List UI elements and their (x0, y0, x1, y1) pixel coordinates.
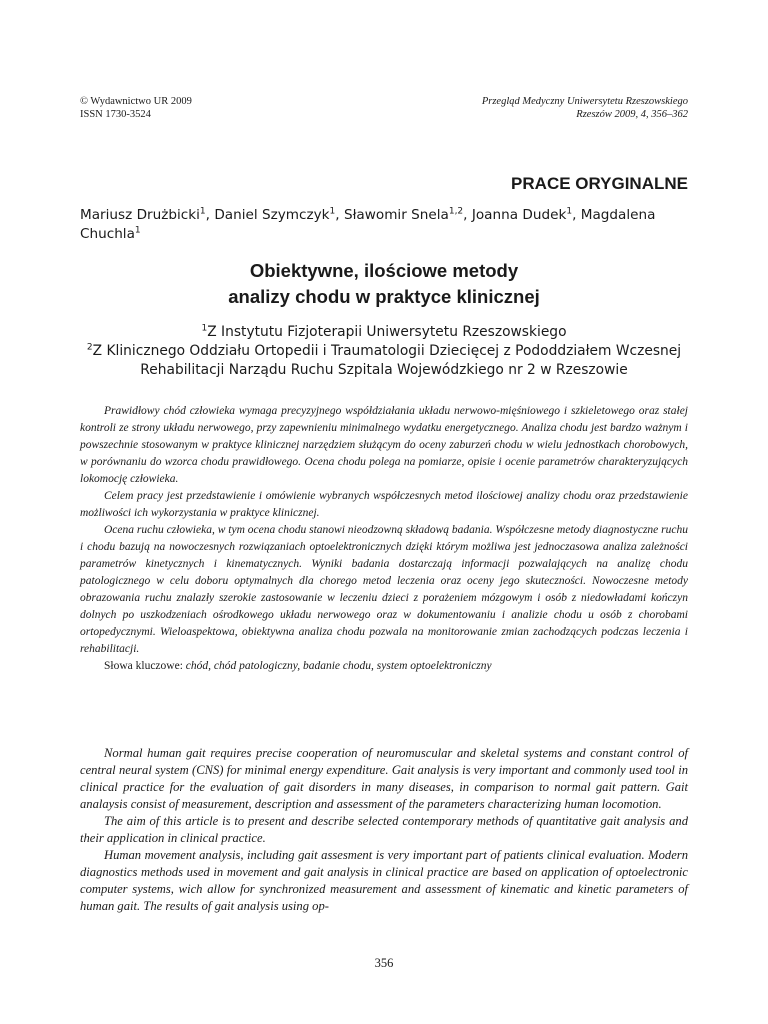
abstract-en-paragraph: Human movement analysis, including gait assesment is very important part of patients clinical evaluation. Modern diagnostics methods used in movement and gait analysis in clinical practice are based on application of optoelectronic computer systems, wich allow for synchronized measurement and assessment of kinematic and kinetic parameters of human gait. The results of gait analysis using op- (80, 848, 688, 913)
author-affiliation-mark: 1,2 (448, 206, 464, 217)
affiliation-number: 2 (86, 342, 93, 353)
keywords-value: chód, chód patologiczny, badanie chodu, system optoelektroniczny (185, 660, 492, 672)
author: Sławomir Snela (343, 207, 449, 223)
section-label: PRACE ORYGINALNE (511, 174, 688, 193)
abstract-pl-paragraph: Celem pracy jest przedstawienie i omówienie wybranych współczesnych metod ilościowej analizy chodu oraz przedstawienie możliwości ich wykorzystania w praktyce klinicznej. (80, 490, 688, 519)
author-affiliation-mark: 1 (329, 206, 336, 217)
author-list: Mariusz Drużbicki$^1$, Daniel Szymczyk$^1$, Sławomir Snela$^{1,2}$, Joanna Dudek$^1$, Magdalena Chuchla$^1$ (80, 206, 656, 242)
title-line-2: analizy chodu w praktyce klinicznej (228, 286, 540, 307)
affiliation-text: Z Instytutu Fizjoterapii Uniwersytetu Rzeszowskiego (207, 324, 567, 340)
author-affiliation-mark: 1 (566, 206, 573, 217)
author: Magdalena Chuchla (80, 207, 656, 242)
title-line-1: Obiektywne, ilościowe metody (249, 260, 519, 281)
abstract-english (80, 745, 688, 915)
abstract-en-paragraph: The aim of this article is to present and describe selected contemporary methods of quantitative gait analysis and their application in clinical practice. (80, 814, 688, 845)
header-right (482, 95, 688, 121)
affiliation-2 (80, 342, 688, 380)
abstract-pl-paragraph: Prawidłowy chód człowieka wymaga precyzyjnego współdziałania układu nerwowo-mięśniowego i szkieletowego oraz stałej kontroli ze strony układu nerwowego, przy zapewnieniu minimalnego wydatku energetycznego. Analiza chodu jest bardzo ważnym i powszechnie stosowanym w praktyce klinicznej narzędziem służącym do oceny zaburzeń chodu w wielu jednostkach chorobowych, w porównaniu do wzorca chodu prawidłowego. Ocena chodu polega na pomiarze, opisie i ocenie parametrów charakteryzujących lokomocję człowieka. (80, 405, 688, 485)
journal-citation: Rzeszów 2009, 4, 356–362 (576, 109, 688, 120)
header-left (80, 95, 192, 121)
page-number: 356 (374, 956, 394, 970)
author: Daniel Szymczyk (214, 207, 330, 223)
affiliation-number: 1 (201, 323, 208, 334)
issn-line: ISSN 1730-3524 (80, 109, 151, 120)
author: Mariusz Drużbicki (80, 207, 200, 223)
article-title (80, 258, 688, 310)
keywords-label: Słowa kluczowe: (104, 660, 183, 672)
abstract-en-paragraph: Normal human gait requires precise cooperation of neuromuscular and skeletal systems and constant control of central neural system (CNS) for minimal energy expenditure. Gait analysis is very important and commonly used tool in clinical practice for the evaluation of gait disorders in many diseases, in comparison to normal gait pattern. Gait analaysis consist of measurement, description and assessment of the parameters characterizing human locomotion. (80, 746, 688, 811)
abstract-polish (80, 403, 688, 675)
affiliations (80, 323, 688, 380)
author-affiliation-mark: 1 (134, 225, 141, 236)
affiliation-1 (80, 323, 688, 342)
author-affiliation-mark: 1 (199, 206, 206, 217)
journal-name: Przegląd Medyczny Uniwersytetu Rzeszowskiego (481, 96, 688, 107)
abstract-pl-paragraph: Ocena ruchu człowieka, w tym ocena chodu stanowi nieodzowną składową badania. Współczesne metody diagnostyczne ruchu i chodu bazują na nowoczesnych rozwiązaniach optoelektronicznych dzięki którym możliwa jest jednoczasowa analiza zależności parametrów kinetycznych i kinematycznych. Wyniki badania dostarczają informacji pozwalających na analizę chodu patologicznego w celu doboru optymalnych dla chorego metod leczenia oraz oceny jego skuteczności. Nowoczesne metody obrazowania ruchu znalazły szerokie zastosowanie w leczeniu dzieci z porażeniem mózgowym i osób z niedowładami kończyn dolnych po uszkodzeniach ośrodkowego układu nerwowego oraz w dokumentowaniu i analizie chodu u osób z chorobami ortopedycznymi. Wieloaspektowa, obiektywna analiza chodu pozwala na monitorowanie zmian zachodzących podczas leczenia i rehabilitacji. (80, 524, 688, 655)
affiliation-text: Z Klinicznego Oddziału Ortopedii i Traumatologii Dziecięcej z Pododdziałem Wczesnej Rehabilitacji Narządu Ruchu Szpitala Wojewódzkiego nr 2 w Rzeszowie (92, 343, 682, 378)
publisher-line: © Wydawnictwo UR 2009 (80, 96, 192, 107)
author: Joanna Dudek (471, 207, 567, 223)
keywords (80, 658, 688, 675)
